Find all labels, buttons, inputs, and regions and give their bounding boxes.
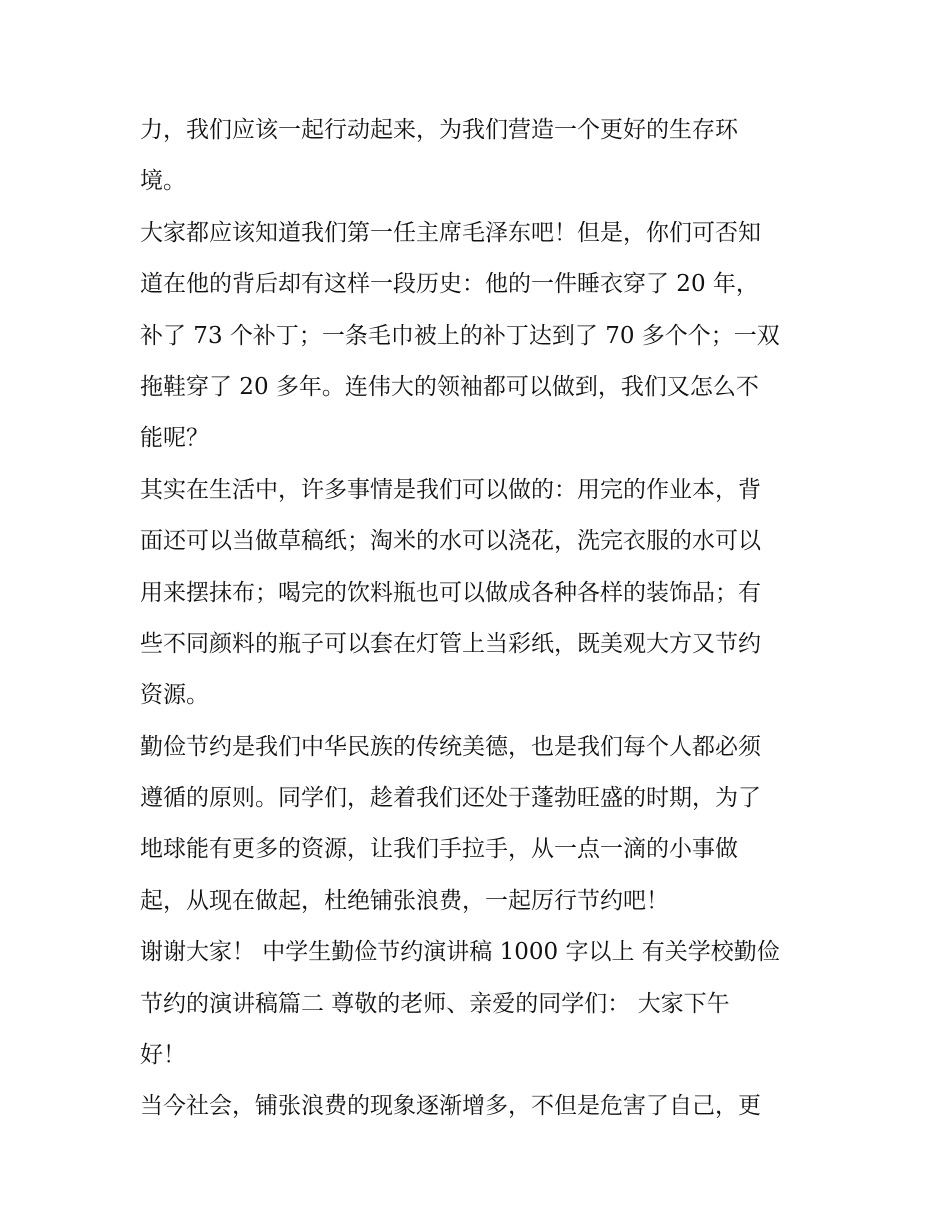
text-line: 当今社会，铺张浪费的现象逐渐增多，不但是危害了自己，更 [140,1093,761,1120]
text-line: 力，我们应该一起行动起来，为我们营造一个更好的生存环 [140,117,738,143]
text-line: 面还可以当做草稿纸；淘米的水可以浇花，洗完衣服的水可以 [140,528,761,555]
text-line: 拖鞋穿了 20 多年。连伟大的领袖都可以做到，我们又怎么不 [140,373,759,400]
text-line: 境。 [140,168,186,195]
text-line: 其实在生活中，许多事情是我们可以做的：用完的作业本，背 [140,476,761,503]
text-line: 勤俭节约是我们中华民族的传统美德，也是我们每个人都必须 [140,733,761,760]
text-line: 起，从现在做起，杜绝铺张浪费，一起厉行节约吧！ [140,887,669,914]
text-line: 节约的演讲稿篇二 尊敬的老师、亲爱的同学们： 大家下午 [140,990,730,1017]
text-line: 谢谢大家！ 中学生勤俭节约演讲稿 1000 字以上 有关学校勤俭 [140,939,780,966]
text-line: 地球能有更多的资源，让我们手拉手，从一点一滴的小事做 [140,836,738,863]
text-line: 遵循的原则。同学们，趁着我们还处于蓬勃旺盛的时期，为了 [140,785,761,812]
text-line: 些不同颜料的瓶子可以套在灯管上当彩纸，既美观大方又节约 [140,630,761,657]
text-line: 能呢？ [140,425,209,452]
text-line: 资源。 [140,682,209,709]
document-body [140,105,820,1133]
text-line: 大家都应该知道我们第一任主席毛泽东吧！但是，你们可否知 [140,219,761,246]
text-line: 补了 73 个补丁；一条毛巾被上的补丁达到了 70 多个个；一双 [140,322,780,349]
text-line: 好！ [140,1042,186,1069]
text-line: 道在他的背后却有这样一段历史：他的一件睡衣穿了 20 年， [140,271,759,298]
text-line: 用来摆抹布；喝完的饮料瓶也可以做成各种各样的装饰品；有 [140,579,761,606]
